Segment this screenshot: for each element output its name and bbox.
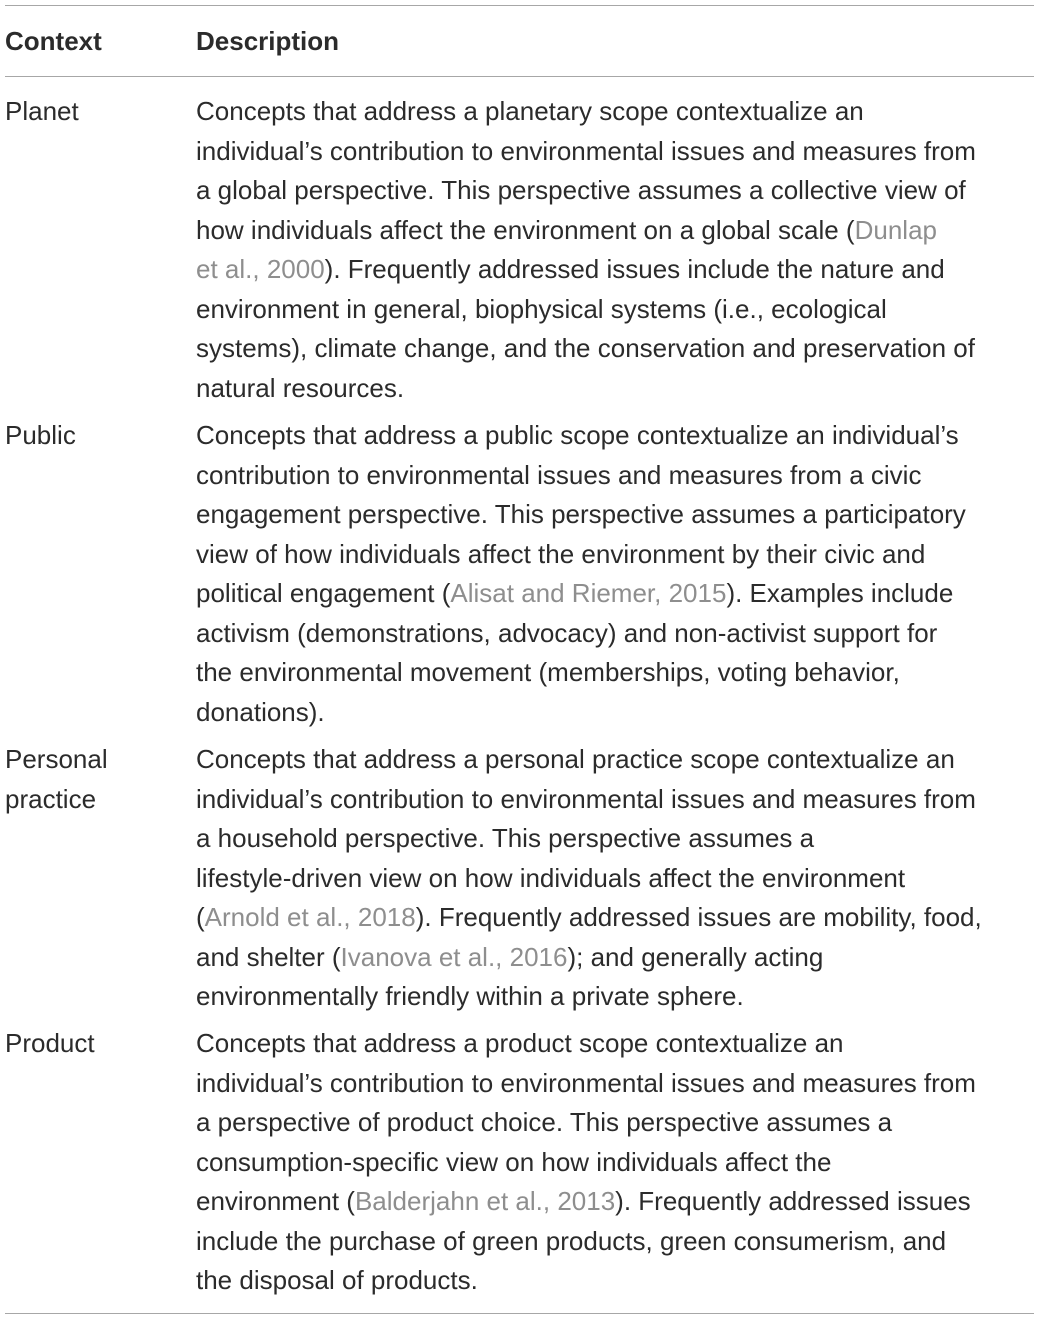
description-line	[196, 495, 1046, 535]
description-text: include the purchase of green products, green consumerism, and	[196, 1225, 947, 1256]
description-cell	[196, 1024, 1046, 1301]
description-text: individual’s contribution to environmental issues and measures from	[196, 783, 976, 814]
context-label-line: Product	[5, 1028, 95, 1058]
description-line	[196, 653, 1046, 693]
description-cell	[196, 92, 1046, 408]
description-line	[196, 574, 1046, 614]
description-line	[196, 780, 1046, 820]
context-label-line: Planet	[5, 96, 79, 126]
citation-link[interactable]: Arnold et al., 2018	[204, 902, 416, 932]
description-text: the environmental movement (memberships, voting behavior,	[196, 657, 900, 687]
description-text: environment (	[196, 1186, 355, 1216]
description-text: donations).	[196, 696, 325, 727]
description-line	[196, 535, 1046, 575]
description-text: the disposal of products.	[196, 1265, 478, 1295]
description-line	[196, 1222, 1046, 1262]
description-text: consumption-specific view on how individuals affect the	[196, 1146, 832, 1177]
citation-link[interactable]: Dunlap	[854, 214, 937, 245]
description-text: ). Frequently addressed issues	[615, 1186, 971, 1216]
description-text: individual’s contribution to environmental issues and measures from	[196, 135, 976, 166]
description-text: engagement perspective. This perspective assumes a participatory	[196, 499, 966, 529]
description-line	[196, 740, 1046, 780]
description-line	[196, 1024, 1046, 1064]
description-text: Concepts that address a planetary scope contextualize an	[196, 96, 864, 126]
context-cell	[5, 740, 185, 819]
description-text: individual’s contribution to environmental issues and measures from	[196, 1067, 976, 1098]
description-text: systems), climate change, and the conservation and preservation of	[196, 333, 975, 363]
bottom-rule	[5, 1313, 1034, 1314]
description-text: ); and generally acting	[567, 941, 824, 972]
description-text: and shelter (	[196, 941, 341, 972]
description-line	[196, 132, 1046, 172]
description-line	[196, 211, 1046, 251]
description-line	[196, 614, 1046, 654]
description-line	[196, 171, 1046, 211]
description-text: Concepts that address a personal practice scope contextualize an	[196, 744, 955, 774]
description-line	[196, 416, 1046, 456]
context-label-line: Personal	[5, 744, 108, 774]
header-description: Description	[196, 26, 340, 56]
description-text: a perspective of product choice. This perspective assumes a	[196, 1107, 893, 1137]
description-line	[196, 819, 1046, 859]
description-line	[196, 369, 1046, 409]
description-line	[196, 1064, 1046, 1104]
context-label-line: practice	[5, 783, 97, 814]
description-line	[196, 1143, 1046, 1183]
description-text: natural resources.	[196, 372, 405, 403]
description-line	[196, 456, 1046, 496]
citation-link[interactable]: et al., 2000	[196, 254, 325, 284]
description-text: lifestyle-driven view on how individuals affect the environment	[196, 862, 906, 893]
top-rule	[5, 5, 1034, 6]
description-text: environment in general, biophysical systems (i.e., ecological	[196, 293, 887, 324]
citation-link[interactable]: Alisat and Riemer, 2015	[450, 578, 727, 608]
description-line	[196, 290, 1046, 330]
description-line	[196, 1182, 1046, 1222]
description-text: Concepts that address a product scope contextualize an	[196, 1028, 844, 1058]
description-line	[196, 1261, 1046, 1301]
description-text: a household perspective. This perspective assumes a	[196, 823, 815, 853]
description-cell	[196, 740, 1046, 1017]
context-cell	[5, 416, 185, 456]
description-line	[196, 250, 1046, 290]
description-text: a global perspective. This perspective assumes a collective view of	[196, 175, 966, 205]
header-rule	[5, 76, 1034, 77]
description-line	[196, 859, 1046, 899]
description-cell	[196, 416, 1046, 732]
context-cell	[5, 1024, 185, 1064]
description-text: political engagement (	[196, 578, 451, 608]
description-line	[196, 92, 1046, 132]
citation-link[interactable]: Ivanova et al., 2016	[340, 941, 568, 972]
context-cell	[5, 92, 185, 132]
description-text: environmentally friendly within a private sphere.	[196, 981, 744, 1011]
description-text: contribution to environmental issues and measures from a civic	[196, 459, 922, 490]
description-line	[196, 1103, 1046, 1143]
header-context: Context	[5, 26, 102, 56]
description-line	[196, 693, 1046, 733]
description-text: how individuals affect the environment on a global scale (	[196, 214, 855, 245]
description-text: (	[196, 902, 205, 932]
description-text: ). Frequently addressed issues are mobility, food,	[415, 902, 982, 932]
description-text: Concepts that address a public scope contextualize an individual’s	[196, 420, 959, 450]
description-text: view of how individuals affect the environment by their civic and	[196, 538, 926, 569]
context-label-line: Public	[5, 420, 76, 450]
description-line	[196, 898, 1046, 938]
citation-link[interactable]: Balderjahn et al., 2013	[354, 1186, 616, 1216]
description-line	[196, 329, 1046, 369]
description-text: ). Frequently addressed issues include the nature and	[324, 254, 945, 284]
description-text: activism (demonstrations, advocacy) and non-activist support for	[196, 617, 938, 648]
description-line	[196, 977, 1046, 1017]
description-line	[196, 938, 1046, 978]
description-text: ). Examples include	[726, 578, 954, 608]
